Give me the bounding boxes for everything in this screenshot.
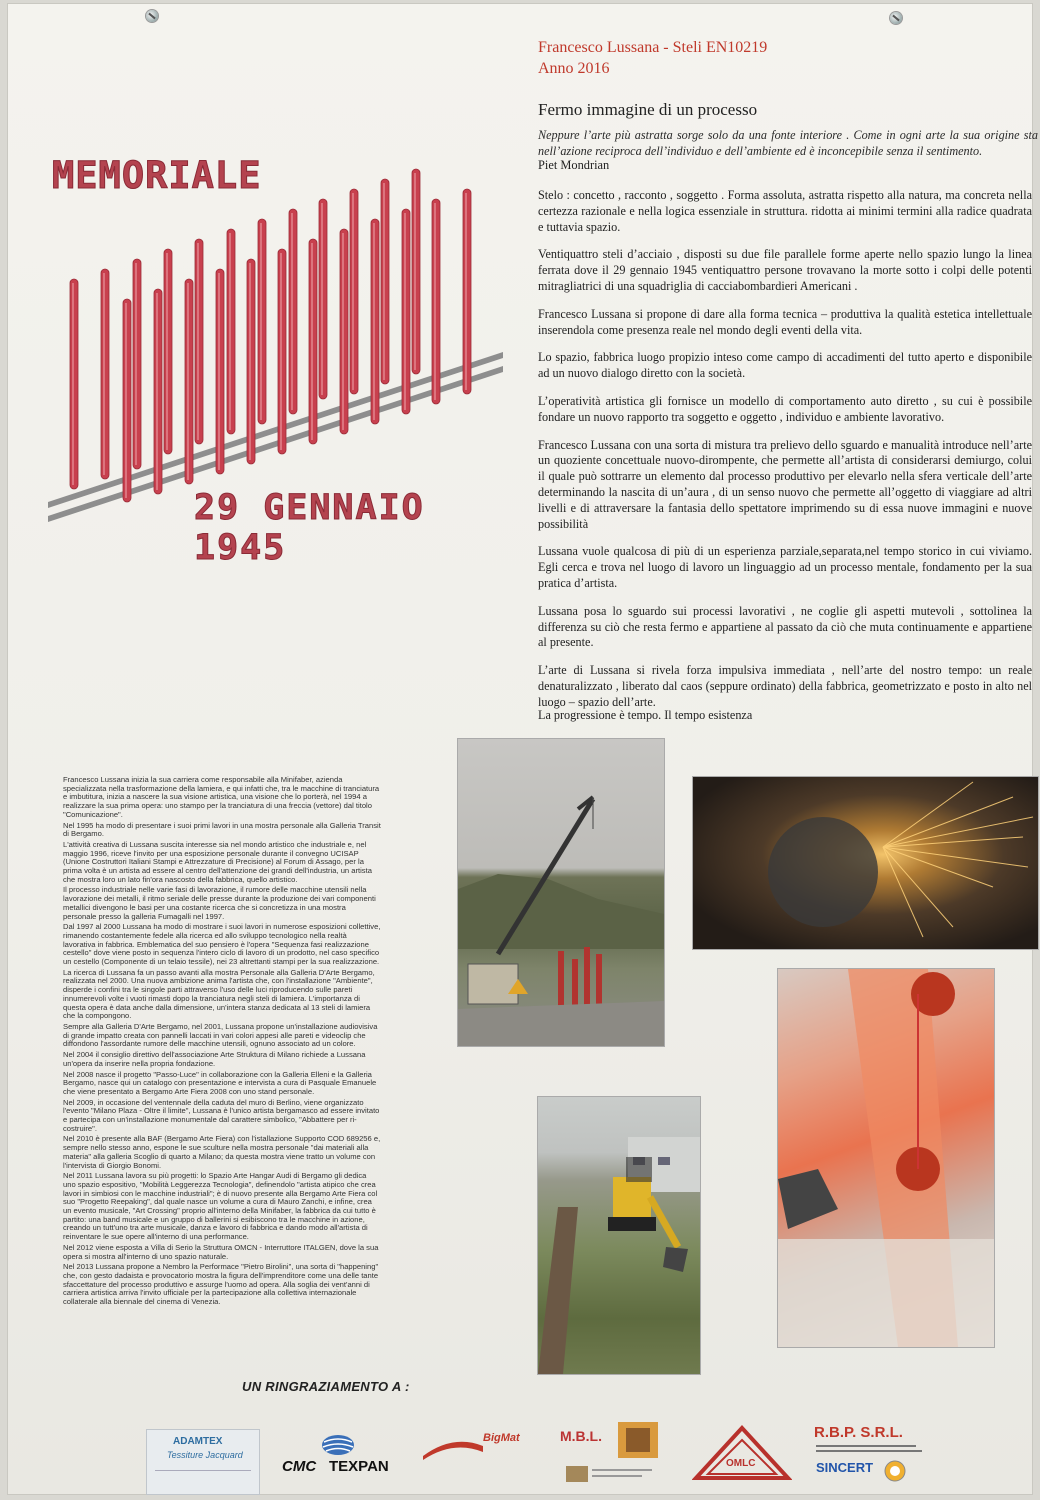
screw-icon <box>890 12 902 24</box>
stele-highlight <box>260 223 262 420</box>
mbl-photo-icon <box>618 1422 658 1458</box>
closing-line: La progressione è tempo. Il tempo esistenza <box>538 708 753 722</box>
paragraph: Francesco Lussana si propone di dare alla forma tecnica – produttiva la qualità estetica intellettuale inserendola come presenza reale nel mondo degli eventi della vita. <box>538 306 1032 337</box>
sponsor-logo-rbp <box>814 1424 930 1484</box>
stele-highlight <box>135 263 137 465</box>
poster-board <box>8 4 1038 1494</box>
bio-paragraph: Sempre alla Galleria D'Arte Bergamo, nel 2001, Lussana propone un'installazione audiovisiva di grande impatto creata con pannelli laccati in vari colori appesi alle pareti e videoclip che diffondono l'assordante rumore delle macchine utensili, ognuno associato ad un colore. <box>63 1021 378 1049</box>
stele-highlight <box>249 263 251 460</box>
bio-paragraph: Nel 2009, in occasione del ventennale della caduta del muro di Berlino, viene organizzato l'evento "Milano Plaza - Oltre il limite", Lussana è l'unico artista bergamasco ad essere invitato e partecipa con un'installazione monumentale dal carattere simbolico, "Abbattere per ri-costruire". <box>63 1097 380 1133</box>
bio-paragraph: Dal 1997 al 2000 Lussana ha modo di mostrare i suoi lavori in numerose esposizioni collettive, rimanendo costantemente fedele alla ricerca ed allo sviluppo tecnologico nella realtà lavorativa in fabbrica. Emblematica del suo pensiero è l'opera "Sequenza fasi realizzazione cestello" dove viene posto in sequenza l'intero ciclo di lavoro di un prodotto, nel caso specifico un cestello (Componente di un telaio tessile), nei 23 altrettanti stampi per la sua realizzazione. <box>63 922 381 967</box>
paragraph: Lo spazio, fabbrica luogo propizio inteso come campo di accadimenti del tutto aperto e disponibile ad un nuovo dialogo diretto con la società. <box>538 350 1032 381</box>
photo-crane-installation <box>458 739 664 1046</box>
paragraph: Lussana vuole qualcosa di più di un esperienza parziale,separata,nel tempo storico in cui viviamo. Egli cerca e trova nel luogo di lavoro un linguaggio ad un processo mentale, fondamento per la sua pratica d’artista. <box>538 544 1032 590</box>
omlc-triangle-icon <box>692 1424 792 1482</box>
stele-highlight <box>156 293 158 490</box>
rbp-address-lines-icon <box>816 1444 926 1456</box>
bio-paragraph: Nel 2008 nasce il progetto "Passo-Luce" in collaborazione con la Galleria Elleni e la Galleria Bergamo, nasce qui un catalogo con presentazione e intervista a cura di Pasquale Emanuele che viene presentato a Bergamo Arte Fiera 2008 con uno stand personale. <box>63 1069 377 1096</box>
year-line: Anno 2016 <box>538 60 610 77</box>
sponsor-logo-omlc <box>692 1424 792 1482</box>
photo-excavator <box>538 1097 700 1374</box>
memorial-date: 29 GENNAIO 1945 <box>194 488 425 568</box>
stele-highlight <box>352 193 354 390</box>
stele-highlight <box>383 183 385 380</box>
bio-paragraph: Nel 2013 Lussana propone a Nembro la Performace "Pietro Birolini", una sorta di "happening" che, con gesto dadaista e provocatorio mostra la figura dell'imprenditore come una delle tante sfaccettature del processo produttivo e assurge l'uomo ad opera. Alla soglia dei vent'anni di carriera artistica arriva l'invito ufficiale per la partecipazione alla collettiva internazionale collaterale alla biennale del cinema di Venezia. <box>63 1262 379 1307</box>
certification-seal-icon <box>884 1460 906 1482</box>
bio-paragraph: La ricerca di Lussana fa un passo avanti alla mostra Personale alla Galleria D'Arte Bergamo, realizzata nel 2000. Una nuova ambizione anima l'artista che, con l'installazione "Ambiente", disperde i confini tra le singole parti attraverso l'uso delle luci riproducendo sulle pareti innumerevoli volte i vuoti rimasti dopo la tranciatura negli steli di lamiera. L'importanza di questa opera è data anche dalla dimensione, un'intera stanza dedicata al 13 steli di lamiera che la compongono. <box>63 967 375 1021</box>
stele-highlight <box>218 273 220 470</box>
bio-paragraph: Nel 2004 il consiglio direttivo dell'associazione Arte Struktura di Milano richiede a Lussana un'opera da inserire nella propria fondazione. <box>63 1050 366 1068</box>
paragraph: L’arte di Lussana si rivela forza impulsiva immediata , nell’arte del nostro tempo: un reale denaturalizzato , liberato dal caos (seppure ordinato) della fabbrica, geometrizzato e posto in alto nel luogo – spazio dell’arte. <box>538 663 1032 709</box>
artist-line: Francesco Lussana - Steli EN10219 <box>538 39 768 56</box>
sponsor-logo-adamtex <box>146 1429 260 1495</box>
quote-author: Piet Mondrian <box>538 158 610 172</box>
memorial-title: MEMORIALE <box>52 154 262 197</box>
stele-highlight <box>404 213 406 410</box>
paragraph: L’operatività artistica gli fornisce un modello di comportamento auto diretto , su cui è possibile fondare un nuovo rapporto tra soggetto e oggetto , individuo e ambiente lavorativo. <box>538 393 1032 424</box>
memorial-steli-illustration <box>48 144 508 534</box>
section-title: Fermo immagine di un processo <box>538 100 758 119</box>
bigmat-banner-icon <box>423 1436 483 1460</box>
header <box>538 37 767 79</box>
stele-highlight <box>197 243 199 440</box>
photo-grinding-sparks <box>693 777 1038 949</box>
photo-paint-spraying <box>778 969 994 1347</box>
sponsor-logo-cmc-texpan <box>282 1434 398 1478</box>
bigmat-name: BigMat <box>483 1432 520 1444</box>
bio-paragraph: Francesco Lussana inizia la sua carriera come responsabile alla Minifaber, azienda specializzata nella trasformazione della lamiera, e qui infatti che, tra le macchine di tranciatura e imbutitura, inizia a nascere la sua visione artistica, una visione che lo porterà, nel 1994 a realizzare la sua prima opera: uno stampo per la tranciatura di una freccia (vettore) dal titolo "Comunicazione". <box>63 775 380 819</box>
stele-highlight <box>166 253 168 450</box>
texpan-name: TEXPAN <box>329 1458 389 1475</box>
sincert-name: SINCERT <box>816 1460 874 1475</box>
stele-highlight <box>187 283 189 480</box>
paragraph: Ventiquattro steli d’acciaio , disposti su due file parallele forme aperte nello spazio lungo la linea ferrata dove il 29 gennaio 1945 ventiquattro persone trovavano la morte sotto i colpi delle potenti mitragliatrici di una squadriglia di cacciabombardieri Americani . <box>538 247 1032 293</box>
adamtex-address <box>155 1470 251 1485</box>
mbl-stamp-icon <box>566 1466 656 1484</box>
rbp-name: R.B.P. S.R.L. <box>814 1424 903 1441</box>
stele-highlight <box>311 243 313 440</box>
stele-highlight <box>125 303 127 498</box>
adamtex-name: ADAMTEX <box>173 1436 223 1447</box>
paragraph: Lussana posa lo sguardo sui processi lavorativi , ne coglie gli aspetti mutevoli , sottolinea la differenza su ciò che resta fermo e appartiene al passato da ciò che muta continuamente e appartiene al presente. <box>538 603 1032 650</box>
bio-paragraph: Nel 2011 Lussana lavora su più progetti: lo Spazio Arte Hangar Audi di Bergamo gli dedica uno spazio espositivo, "Mobilità Leggerezza Tecnologia", definendolo "artista atipico che crea lavori in simbiosi con le macchine industriali"; è di nuovo presente alla Bergamo Arte Fiera col suo "Progetto Reepaking", dal quale nasce un volume a cura di Mauro Zanchi, e infine, crea un evento musicale, "Art Crossing" proprio all'interno della Minifaber, la fabbrica da cui tutto è partito: una band musicale e un gruppo di ballerini si esibiscono tra le macchine in azione, creando un tutt'uno tra arte musicale, danza e lavoro di fabbrica e dando modo all'artista di reinventare le sue opere all'interno di una performance. <box>63 1171 378 1242</box>
stele-highlight <box>103 273 105 475</box>
screw-icon <box>146 10 158 22</box>
memorial-graphic <box>48 144 508 568</box>
stele-highlight <box>373 223 375 420</box>
sponsor-logo-bigmat <box>423 1428 525 1480</box>
adamtex-sub: Tessiture Jacquard <box>167 1450 243 1460</box>
stele-highlight <box>72 283 74 485</box>
bio-paragraph: Nel 1995 ha modo di presentare i suoi primi lavori in una mostra personale alla Galleria Transit di Bergamo. <box>63 820 381 839</box>
stele-highlight <box>321 203 323 395</box>
biography <box>63 776 381 1309</box>
thanks-heading: UN RINGRAZIAMENTO A : <box>242 1379 410 1394</box>
stele-highlight <box>342 233 344 430</box>
cmc-globe-icon <box>320 1434 356 1456</box>
stele-highlight <box>291 213 293 410</box>
stele-highlight <box>434 203 436 400</box>
paragraph: Francesco Lussana con una sorta di mistura tra prelievo dello sguardo e manualità introduce nell’arte un quoziente concettuale nuovo-dirompente, che permette all’artista di considerarsi demiurgo, colui il quale può sottrarre un elemento dal processo produttivo per elevarlo nella sfera verticale dell’arte determinando la nascita di un’aura , di un senso nuovo che permette all’oggetto di viaggiare ad altri livelli e di attraversare la fantasia dello spettatore imprimendo su di essa nuove immagini e nuove possibilità <box>538 437 1032 531</box>
stele-highlight <box>229 233 231 430</box>
quote: Neppure l’arte più astratta sorge solo da una fonte interiore . Come in ogni arte la sua origine sta nell’azione reciproca dell’individuo e dell’ambiente ed è inconcepibile senza il sentimento. <box>538 128 1038 158</box>
cmc-brand: CMC <box>282 1458 317 1475</box>
essay-text <box>538 188 1032 723</box>
paragraph: Stelo : concetto , racconto , soggetto . Forma assoluta, astratta rispetto alla natura, ma concreta nella certezza razionale e nella logica essenziale in struttura. ridotta ai minimi termini alla radice quadrata e tuttavia spazio. <box>538 188 1032 234</box>
stele-highlight <box>465 193 467 390</box>
bio-paragraph: L'attività creativa di Lussana suscita interesse sia nel mondo artistico che industriale e, nel maggio 1996, riceve l'invito per una esposizione personale durante il convegno UCISAP (Unione Costruttori Italiani Stampi e Attrezzature di Precisione) al Forum di Assago, per la prima volta è un artista ad essere al centro dell'attenzione dei grandi dell'industria, un artista che mostra loro un lato fin'ora nascosto della fabbrica, quello artistico. <box>63 839 372 884</box>
bio-paragraph: Nel 2010 è presente alla BAF (Bergamo Arte Fiera) con l'istallazione Supporto COD 689256 e, sempre nello stesso anno, espone le sue sculture nella mostra personale "dai materiali alla materia" alla galleria Scoglio di quarto a Milano; da questa mostra viene tratto un volume con l'intervista di Giorgio Bonomi. <box>63 1134 381 1170</box>
mbl-name: M.B.L. <box>560 1428 602 1444</box>
stele-highlight <box>414 173 416 370</box>
bio-paragraph: Nel 2012 viene esposta a Villa di Serio la Struttura OMCN - Interruttore ITALGEN, dove la sua opera si mostra all'interno di uno spazio naturale. <box>63 1242 379 1261</box>
omlc-name: OMLC <box>726 1458 756 1469</box>
stele-highlight <box>280 253 282 450</box>
bio-paragraph: Il processo industriale nelle varie fasi di lavorazione, il rumore delle macchine utensili nella lavorazione dei metalli, il ritmo seriale delle presse durante la produzione dei vari componenti metallici divengono le basi per una costante ricerca che si concretizza in una mostra personale presso la galleria Fumagalli nel 1997. <box>63 885 376 921</box>
sponsor-logo-mbl <box>556 1422 660 1488</box>
